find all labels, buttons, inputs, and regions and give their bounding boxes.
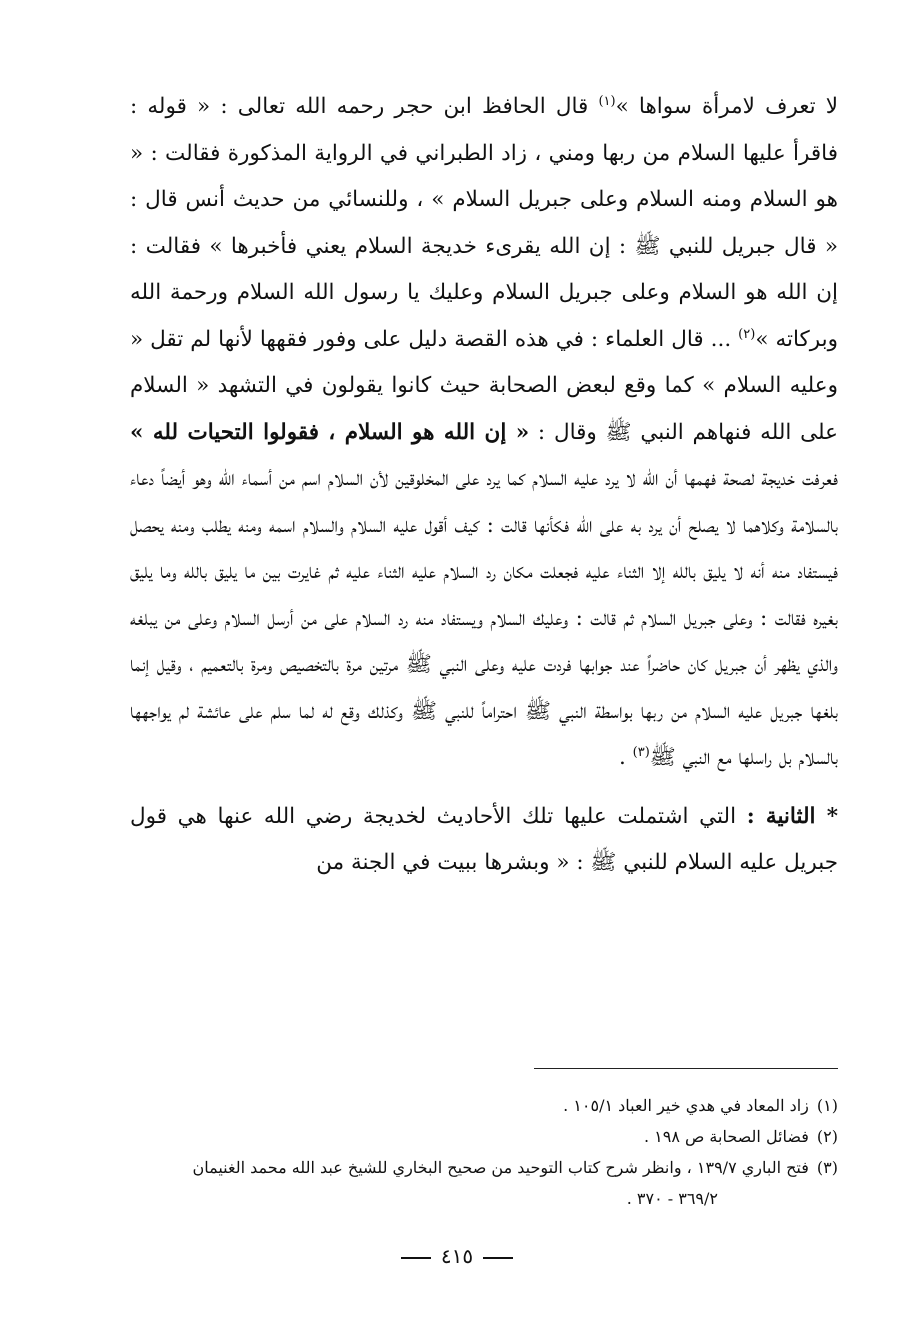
paragraph-2-text: التي اشتملت عليها تلك الأحاديث لخديجة رضي الله عنها هي قول جبريل عليه السلام للنبي ﷺ : « وبشرها ببيت في الجنة من: [130, 803, 838, 875]
paragraph-1-part-a: لا تعرف لامرأة سواها »: [615, 94, 839, 119]
page-number: ٤١٥: [440, 1244, 474, 1268]
page-number-dash-right: [483, 1257, 513, 1259]
paragraph-1-end: .: [618, 745, 633, 770]
paragraph-1-part-d: فعرفت خديجة لصحة فهمها أن الله لا يرد عليه السلام كما يرد على المخلوقين لأن السلام اسم من أسماء الله وهو أيضاً دعاء بالسلامة وكلاهما لا يصلح أن يرد به على الله فكأنها قالت : كيف أقول عليه السلام والسلام اسمه ومنه يطلب ومنه يحصل فيستفاد منه أنه لا يليق بالله إلا الثناء عليه فجعلت مكان رد السلام عليه الثناء عليه ثم غايرت بين ما يليق بالله وما يليق بغيره فقالت : وعلى جبريل السلام ثم قالت : وعليك السلام ويستفاد منه رد السلام على من أرسل السلام وعلى من يبلغه والذي يظهر أن جبريل كان حاضراً عند جوابها فردت عليه وعلى النبي ﷺ مرتين مرة بالتخصيص ومرة بالتعميم ، وقيل إنما بلغها جبريل عليه السلام من ربها بواسطة النبي ﷺ احتراماً للنبي ﷺ وكذلك وقع له لما سلم على عائشة لم يواجهها بالسلام بل راسلها مع النبي ﷺ: [130, 466, 838, 770]
paragraph-1-part-b: قال الحافظ ابن حجر رحمه الله تعالى : « قوله : فاقرأ عليها السلام من ربها ومني ، زاد الطبراني في الرواية المذكورة فقالت : « هو السلام ومنه السلام وعلى جبريل السلام » ، وللنسائي من حديث أنس قال : « قال جبريل للنبي ﷺ : إن الله يقرىء خديجة السلام يعني فأخبرها » فقالت : إن الله هو السلام وعلى جبريل السلام وعليك يا رسول الله السلام ورحمة الله وبركاته »: [130, 94, 838, 352]
footnote-separator: [534, 1068, 838, 1069]
footnotes: [130, 1090, 838, 1214]
paragraph-1-part-c: ... قال العلماء : في هذه القصة دليل على وفور فقهها لأنها لم تقل « وعليه السلام » كما وقع لبعض الصحابة حيث كانوا يقولون في التشهد « السلام على الله فنهاهم النبي ﷺ وقال :: [130, 326, 838, 445]
paragraph-1: [130, 84, 838, 782]
footnote-ref-2[interactable]: (٢): [738, 326, 756, 342]
page-number-dash-left: [401, 1257, 431, 1259]
footnote-ref-1[interactable]: (١): [598, 93, 616, 109]
footnote-number: (٢): [816, 1127, 838, 1146]
footnote-ref-3[interactable]: (٣): [632, 744, 650, 760]
page-number-container: [0, 1244, 914, 1268]
footnote-continuation: ٣٦٩/٢ - ٣٧٠ .: [626, 1189, 718, 1208]
footnote-text: فضائل الصحابة ص ١٩٨ .: [643, 1127, 809, 1146]
footnote-text: زاد المعاد في هدي خير العباد ١٠٥/١ .: [563, 1096, 809, 1115]
section-heading: * الثانية :: [746, 803, 838, 829]
footnote-text: فتح الباري ١٣٩/٧ ، وانظر شرح كتاب التوحيد من صحيح البخاري للشيخ عبد الله محمد الغنيمان: [192, 1158, 809, 1177]
footnote-number: (١): [816, 1096, 838, 1115]
footnote-3: [130, 1152, 838, 1214]
main-text: [130, 84, 838, 887]
hadith-quote-bold: « إن الله هو السلام ، فقولوا التحيات لله »: [130, 419, 530, 445]
footnote-2: [130, 1121, 838, 1152]
footnote-1: [130, 1090, 838, 1121]
paragraph-2: [130, 794, 838, 887]
footnote-number: (٣): [816, 1158, 838, 1177]
